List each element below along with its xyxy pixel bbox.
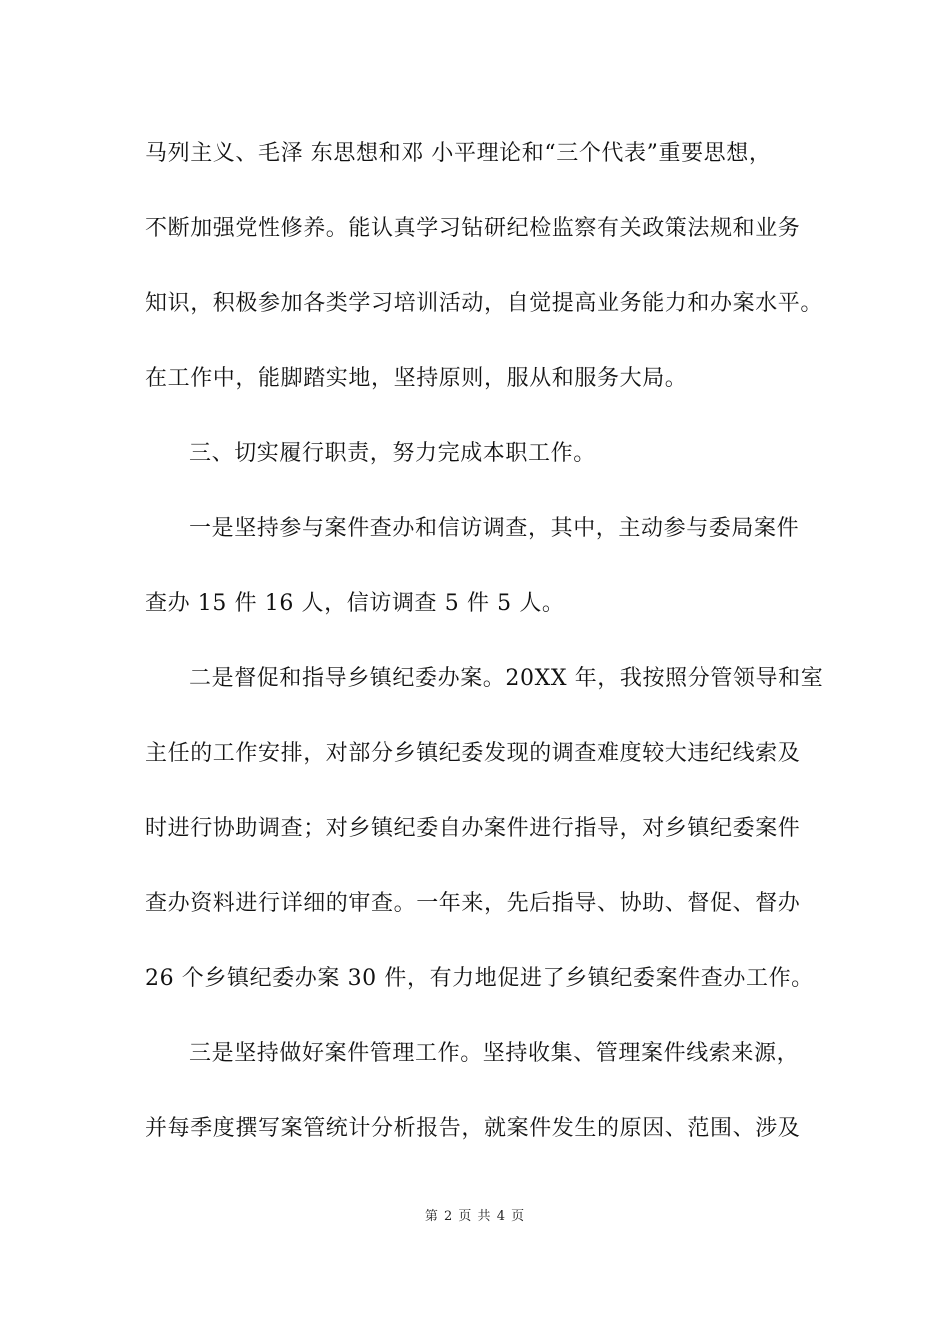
text-line-14: 并每季度撰写案管统计分析报告，就案件发生的原因、范围、涉及: [145, 1116, 801, 1141]
text-line-12: 26 个乡镇纪委办案 30 件，有力地促进了乡镇纪委案件查办工作。: [145, 966, 814, 991]
text-line-11: 查办资料进行详细的审查。一年来，先后指导、协助、督促、督办: [145, 891, 801, 916]
text-line-9: 主任的工作安排，对部分乡镇纪委发现的调查难度较大违纪线索及: [145, 741, 801, 766]
text-line-1: 马列主义、毛泽 东思想和邓 小平理论和“三个代表”重要思想，: [145, 141, 772, 166]
page-number-footer: 第 2 页 共 4 页: [424, 1209, 526, 1224]
text-line-13: 三是坚持做好案件管理工作。坚持收集、管理案件线索来源，: [189, 1041, 800, 1066]
text-line-4: 在工作中，能脚踏实地，坚持原则，服从和服务大局。: [145, 366, 688, 391]
text-line-8: 二是督促和指导乡镇纪委办案。20XX 年，我按照分管领导和室: [189, 666, 824, 691]
section-heading: 三、切实履行职责，努力完成本职工作。: [189, 441, 596, 466]
text-line-7: 查办 15 件 16 人，信访调查 5 件 5 人。: [145, 591, 565, 616]
text-line-3: 知识，积极参加各类学习培训活动，自觉提高业务能力和办案水平。: [145, 291, 824, 316]
text-line-2: 不断加强党性修养。能认真学习钻研纪检监察有关政策法规和业务: [145, 216, 801, 241]
text-line-6: 一是坚持参与案件查办和信访调查，其中，主动参与委局案件: [189, 516, 800, 541]
text-line-10: 时进行协助调查；对乡镇纪委自办案件进行指导，对乡镇纪委案件: [145, 816, 801, 841]
